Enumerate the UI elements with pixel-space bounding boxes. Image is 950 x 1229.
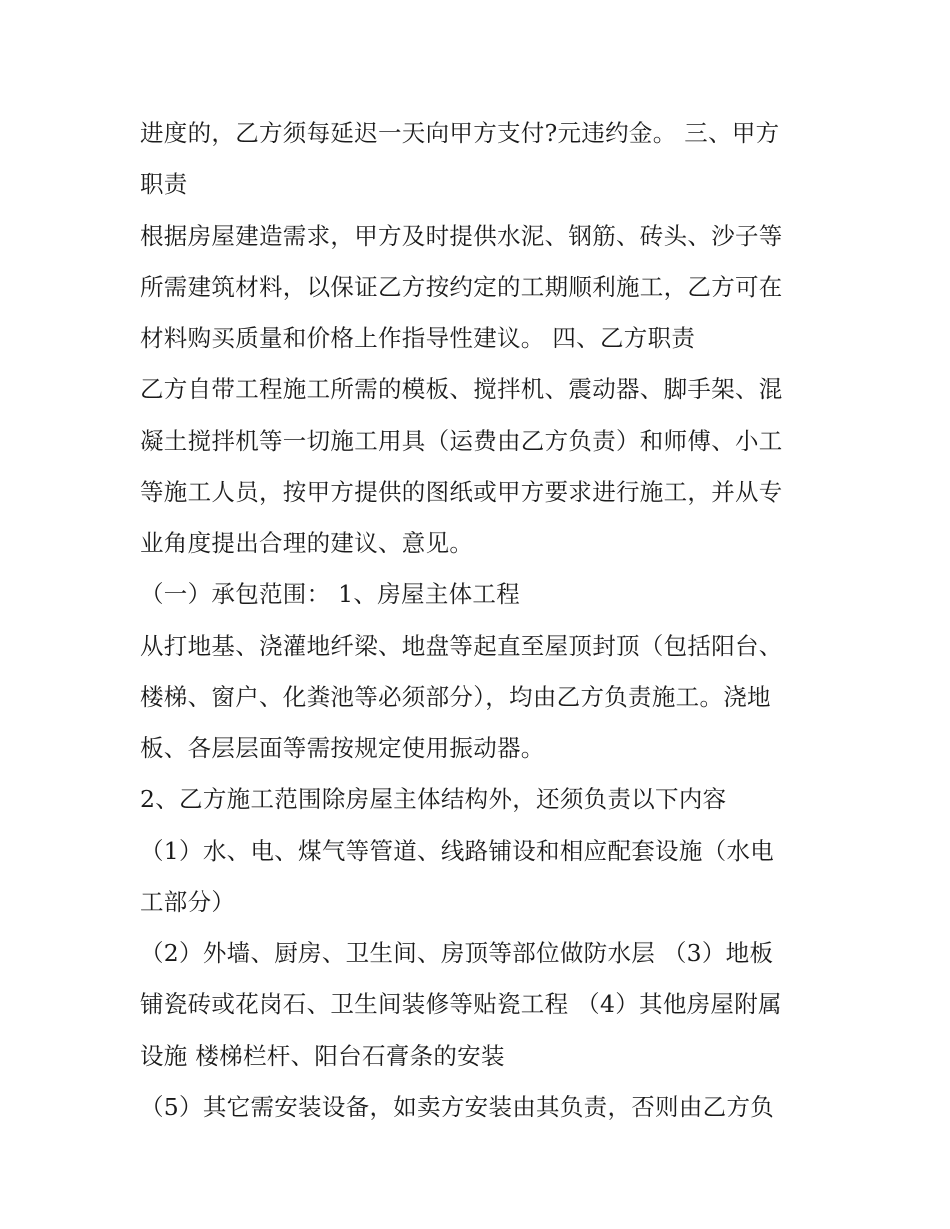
text-line: 2、乙方施工范围除房屋主体结构外，还须负责以下内容 xyxy=(140,785,727,814)
text-line: 根据房屋建造需求，甲方及时提供水泥、钢筋、砖头、沙子等 xyxy=(140,221,783,250)
text-line: 所需建筑材料，以保证乙方按约定的工期顺利施工，乙方可在 xyxy=(140,272,783,301)
text-line: 职责 xyxy=(140,170,188,199)
text-line: 板、各层层面等需按规定使用振动器。 xyxy=(140,734,545,762)
text-line: （5）其它需安装设备，如卖方安装由其负责，否则由乙方负 xyxy=(140,1092,775,1121)
text-line: （1）水、电、煤气等管道、线路铺设和相应配套设施（水电 xyxy=(140,836,775,865)
contract-text-body xyxy=(140,108,830,1133)
text-line: 设施 楼梯栏杆、阳台石膏条的安装 xyxy=(140,1041,505,1070)
text-line: 材料购买质量和价格上作指导性建议。 四、乙方职责 xyxy=(140,324,696,352)
text-line: （一）承包范围： 1、房屋主体工程 xyxy=(140,580,521,609)
text-line: 铺瓷砖或花岗石、卫生间装修等贴瓷工程 （4）其他房屋附属 xyxy=(140,990,782,1019)
text-line: 工部分） xyxy=(140,887,236,916)
text-line: 乙方自带工程施工所需的模板、搅拌机、震动器、脚手架、混 xyxy=(140,375,783,404)
text-line: 进度的，乙方须每延迟一天向甲方支付?元违约金。 三、甲方 xyxy=(140,119,780,147)
text-line: （2）外墙、厨房、卫生间、房顶等部位做防水层 （3）地板 xyxy=(140,939,774,967)
text-line: 等施工人员，按甲方提供的图纸或甲方要求进行施工，并从专 xyxy=(140,477,783,506)
text-line: 业角度提出合理的建议、意见。 xyxy=(140,529,474,557)
text-line: 凝土搅拌机等一切施工用具（运费由乙方负责）和师傅、小工 xyxy=(140,426,783,455)
text-line: 楼梯、窗户、化粪池等必须部分），均由乙方负责施工。浇地 xyxy=(140,682,771,711)
text-line: 从打地基、浇灌地纤梁、地盘等起直至屋顶封顶（包括阳台、 xyxy=(140,631,783,660)
